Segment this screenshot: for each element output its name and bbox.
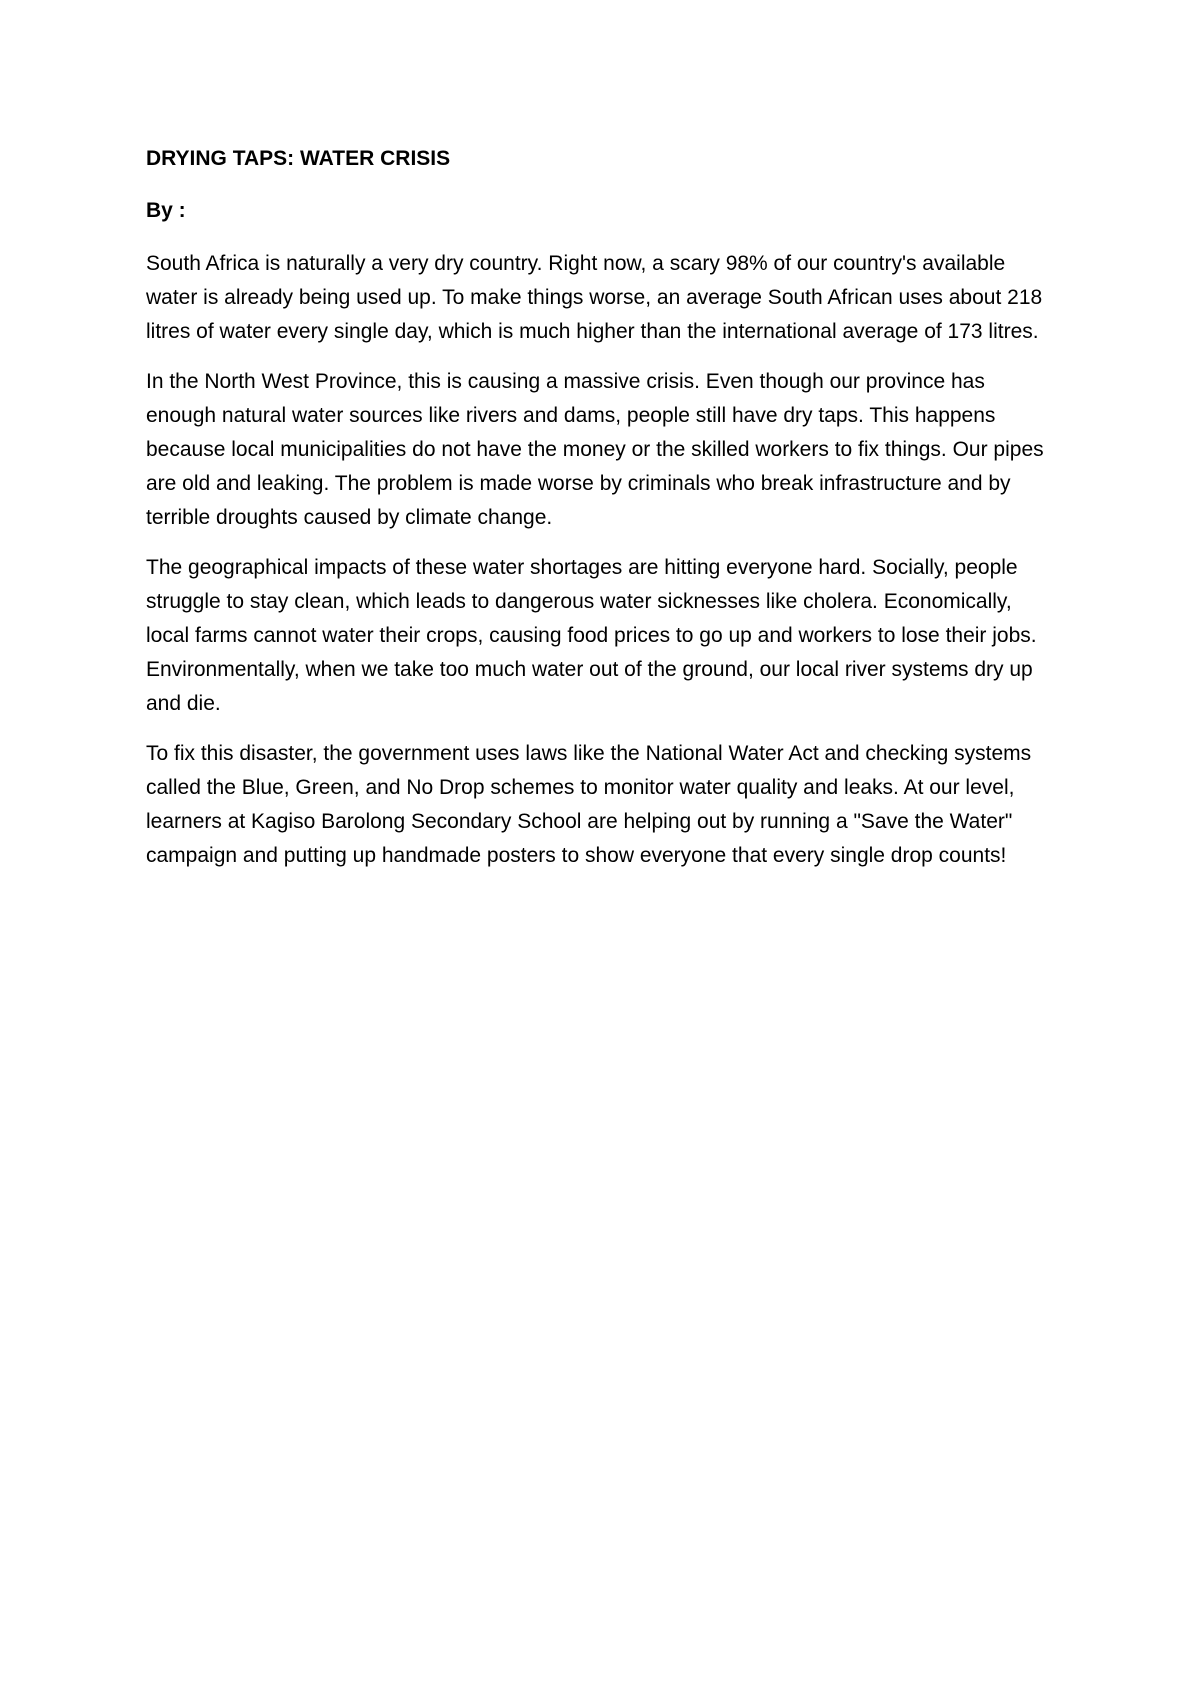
paragraph-geographical-impacts: The geographical impacts of these water shortages are hitting everyone hard. Socially, people struggle to stay clean, which leads to dangerous water sicknesses like cholera. Economically, local farms cannot water their crops, causing food prices to go up and workers to lose their jobs. Environmentally, when we take too much water out of the ground, our local river systems dry up and die.	[146, 556, 1037, 715]
document-title: DRYING TAPS: WATER CRISIS	[146, 147, 451, 170]
document-byline: By :	[146, 199, 186, 222]
document-body	[146, 142, 1056, 889]
paragraph-water-usage: South Africa is naturally a very dry country. Right now, a scary 98% of our country's available water is already being used up. To make things worse, an average South African uses about 218 litres of water every single day, which is much higher than the international average of 173 litres.	[146, 252, 1043, 343]
paragraph-solutions: To fix this disaster, the government uses laws like the National Water Act and checking systems called the Blue, Green, and No Drop schemes to monitor water quality and leaks. At our level, learners at Kagiso Barolong Secondary School are helping out by running a "Save the Water" campaign and putting up handmade posters to show everyone that every single drop counts!	[146, 742, 1032, 867]
paragraph-north-west-crisis: In the North West Province, this is causing a massive crisis. Even though our province has enough natural water sources like rivers and dams, people still have dry taps. This happens because local municipalities do not have the money or the skilled workers to fix things. Our pipes are old and leaking. The problem is made worse by criminals who break infrastructure and by terrible droughts caused by climate change.	[146, 370, 1044, 529]
